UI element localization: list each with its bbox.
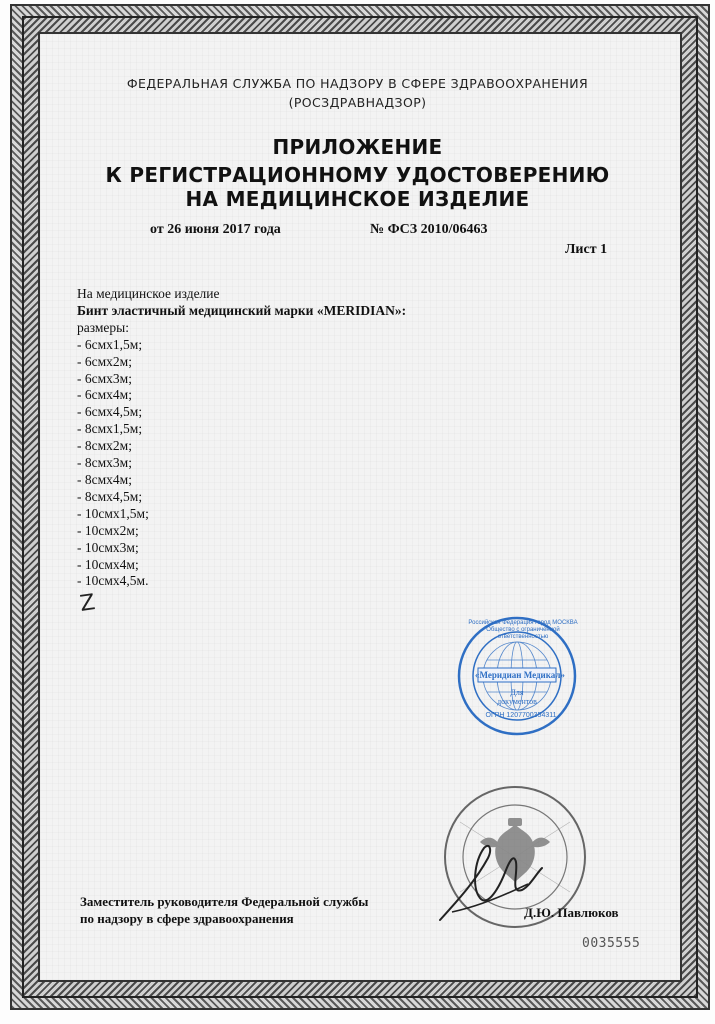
issue-date: от 26 июня 2017 года xyxy=(150,222,281,237)
size-item: - 10смх3м; xyxy=(77,539,139,555)
product-description xyxy=(77,286,406,590)
doc-subtitle-line1: К РЕГИСТРАЦИОННОМУ УДОСТОВЕРЕНИЮ xyxy=(105,163,610,187)
doc-title: ПРИЛОЖЕНИЕ xyxy=(272,135,443,159)
signatory-title-line1: Заместитель руководителя Федеральной службы xyxy=(80,894,369,909)
signatory-title-line2: по надзору в сфере здравоохранения xyxy=(80,911,294,926)
product-name: Бинт эластичный медицинский марки «MERIDIAN»: xyxy=(77,302,407,318)
size-item: - 10смх4м; xyxy=(77,556,139,572)
sheet-number: Лист 1 xyxy=(565,242,608,257)
intro-line: На медицинское изделие xyxy=(77,286,220,301)
size-item: - 8смх4м; xyxy=(77,471,132,487)
size-item: - 6смх4,5м; xyxy=(77,404,143,420)
size-item: - 8смх4,5м; xyxy=(77,488,143,504)
size-item: - 6смх2м; xyxy=(77,353,132,369)
stamp-ogrn: ОГРН 1207700354311 xyxy=(485,712,557,719)
size-item: - 10смх1,5м; xyxy=(77,505,149,521)
size-item: - 6смх1,5м; xyxy=(77,336,143,352)
stamp-purpose: Для документов xyxy=(497,688,537,706)
size-item: - 6смх3м; xyxy=(77,370,132,386)
size-item: - 6смх4м; xyxy=(77,387,132,403)
size-item: - 8смх3м; xyxy=(77,455,132,471)
doc-subtitle-line2: НА МЕДИЦИНСКОЕ ИЗДЕЛИЕ xyxy=(185,187,530,211)
size-item: - 8смх1,5м; xyxy=(77,421,143,437)
size-item: - 8смх2м; xyxy=(77,438,132,454)
stamp-outer-text: Российская Федерация город МОСКВА Общество с ограниченной ответственностью xyxy=(468,620,578,640)
agency-name: ФЕДЕРАЛЬНАЯ СЛУЖБА ПО НАДЗОРУ В СФЕРЕ ЗДРАВООХРАНЕНИЯ xyxy=(126,76,589,91)
stamp-company-name: «Меридиан Медикал» xyxy=(475,670,565,680)
handwritten-z-mark: Z xyxy=(78,590,97,617)
size-item: - 10смх2м; xyxy=(77,522,139,538)
sizes-label: размеры: xyxy=(77,319,129,335)
signatory-name: Д.Ю. Павлюков xyxy=(524,905,619,920)
agency-abbrev: (РОСЗДРАВНАДЗОР) xyxy=(288,95,427,110)
registration-number: № ФСЗ 2010/06463 xyxy=(370,222,488,237)
size-item: - 10смх4,5м. xyxy=(77,573,149,589)
form-serial-number: 0035555 xyxy=(582,936,641,951)
